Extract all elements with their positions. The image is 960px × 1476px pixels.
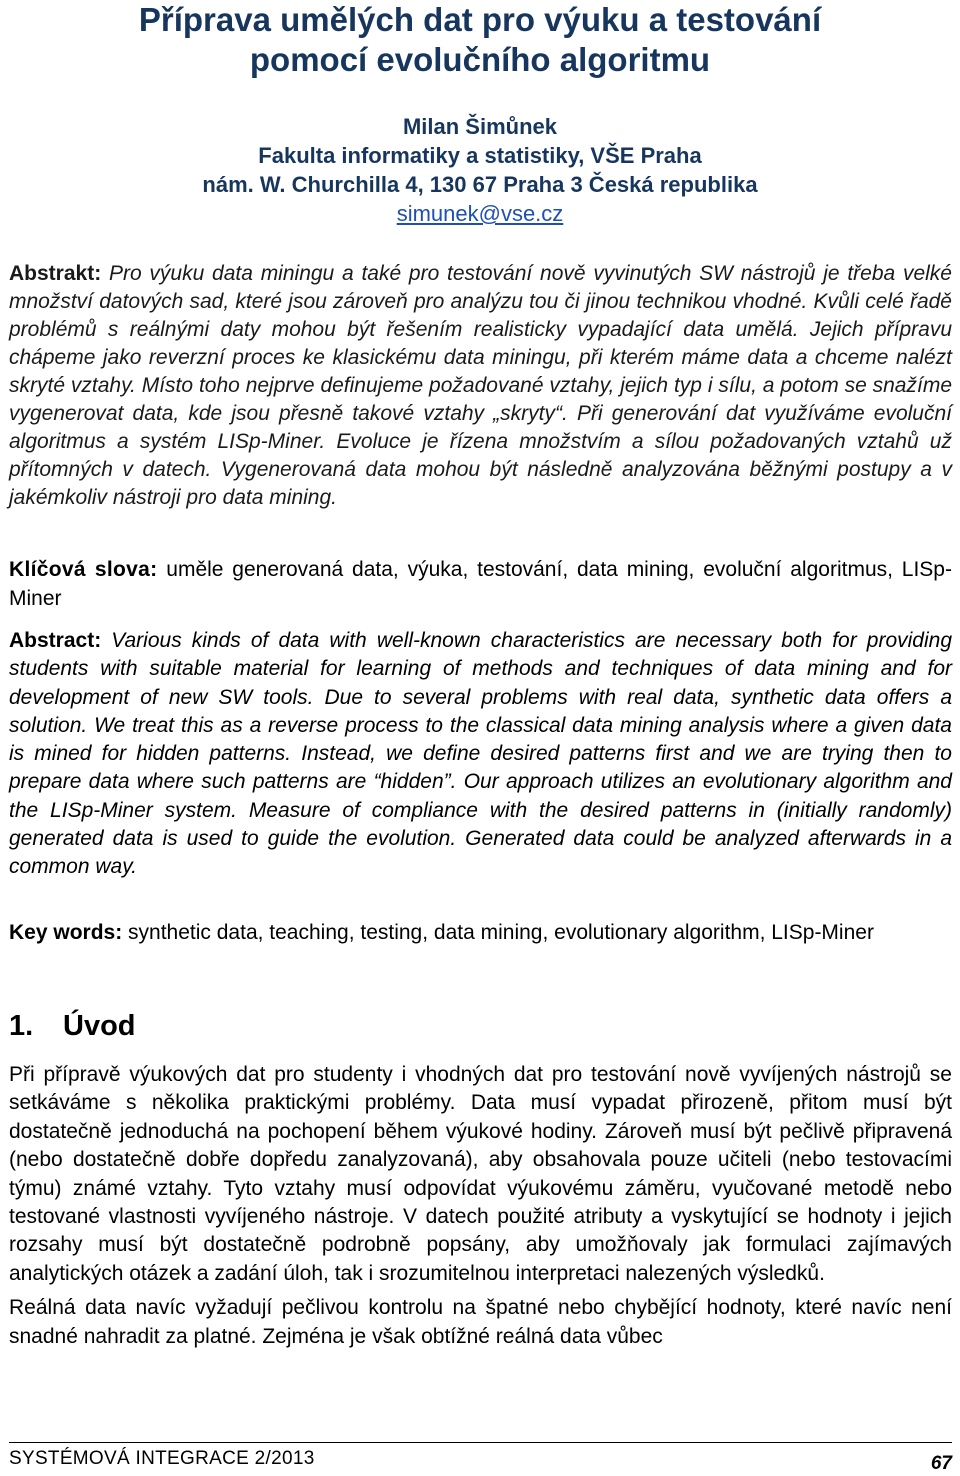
footer-divider xyxy=(9,1442,952,1443)
keywords-en-label: Key words: xyxy=(9,921,123,944)
abstract-en xyxy=(9,627,952,882)
section-title: Úvod xyxy=(63,1010,136,1042)
author-name: Milan Šimůnek xyxy=(402,114,558,139)
author-address: nám. W. Churchilla 4, 130 67 Praha 3 Česká republika xyxy=(202,172,758,197)
footer-journal: SYSTÉMOVÁ INTEGRACE 2/2013 xyxy=(9,1448,315,1469)
section-body xyxy=(9,1061,952,1357)
paper-title xyxy=(20,0,940,80)
abstract-cz-label: Abstrakt: xyxy=(9,262,102,285)
keywords-en xyxy=(9,918,952,947)
title-line-2: pomocí evolučního algoritmu xyxy=(249,41,711,78)
keywords-cz xyxy=(9,555,952,613)
keywords-cz-text: uměle generovaná data, výuka, testování, data mining, evoluční algoritmus, LISp-Miner xyxy=(9,558,952,610)
abstract-cz-text: Pro výuku data miningu a také pro testování nově vyvinutých SW nástrojů je třeba velké množství datových sad, které jsou zároveň pro analýzu tou či jinou technikou vhodné. Kvůli celé řadě problémů s reálnými daty mohou být řešením realisticky vypadající data umělá. Jejich přípravu chápeme jako reverzní proces ke klasickému data miningu, při kterém máme data a chceme nalézt skryté vztahy. Místo toho nejprve definujeme požadované vztahy, jejich typ i sílu, a potom se snažíme vygenerovat data, kde jsou přesně takové vztahy „skryty“. Při generování dat využíváme evoluční algoritmus a systém LISp-Miner. Evoluce je řízena množstvím a sílou požadovaných vztahů už přítomných v datech. Vygenerovaná data mohou být následně analyzována běžnými postupy a v jakémkoliv nástroji pro data mining. xyxy=(9,262,952,509)
author-affiliation: Fakulta informatiky a statistiky, VŠE Praha xyxy=(258,143,702,168)
title-line-1: Příprava umělých dat pro výuku a testování xyxy=(138,1,822,38)
footer-page-number: 67 xyxy=(930,1453,952,1474)
abstract-cz xyxy=(9,260,952,512)
author-block xyxy=(0,112,960,228)
author-email-link[interactable]: simunek@vse.cz xyxy=(396,201,564,226)
abstract-en-label: Abstract: xyxy=(9,629,102,652)
body-paragraph: Reálná data navíc vyžadují pečlivou kontrolu na špatné nebo chybějící hodnoty, které navíc není snadné nahradit za platné. Zejména je však obtížné reálná data vůbec xyxy=(9,1296,952,1348)
keywords-cz-label: Klíčová slova: xyxy=(9,558,158,581)
section-heading xyxy=(9,1008,136,1044)
abstract-en-text: Various kinds of data with well-known characteristics are necessary both for providing students with suitable material for learning of methods and techniques of data mining and for development of new SW tools. Due to several problems with real data, synthetic data offers a solution. We treat this as a reverse process to the classical data mining analysis where a given data is mined for hidden patterns. Instead, we define desired patterns first and we are trying then to prepare data where such patterns are “hidden”. Our approach utilizes an evolutionary algorithm and the LISp-Miner system. Measure of compliance with the desired patterns in (initially randomly) generated data is used to guide the evolution. Generated data could be analyzed afterwards in a common way. xyxy=(9,629,952,879)
keywords-en-text: synthetic data, teaching, testing, data mining, evolutionary algorithm, LISp-Miner xyxy=(128,921,874,944)
section-number: 1. xyxy=(9,1010,34,1042)
body-paragraph: Při přípravě výukových dat pro studenty i vhodných dat pro testování nově vyvíjených nástrojů se setkáváme s několika praktickými problémy. Data musí vypadat přirozeně, přitom musí být dostatečně jednoduchá na pochopení během výukové hodiny. Zároveň musí být pečlivě připravená (nebo dostatečně dobře dopředu zanalyzovaná), aby obsahovala pouze učiteli (nebo testovacími týmu) známé vztahy. Tyto vztahy musí odpovídat výukovému záměru, vyučované metodě nebo testované vlastnosti vyvíjeného nástroje. V datech použité atributy a vyskytující se hodnoty i jejich rozsahy musí být dostatečně podrobně popsány, aby umožňovaly jak formulaci zajímavých analytických otázek a zadání úloh, tak i srozumitelnou interpretaci nalezených výsledků. xyxy=(9,1063,952,1285)
